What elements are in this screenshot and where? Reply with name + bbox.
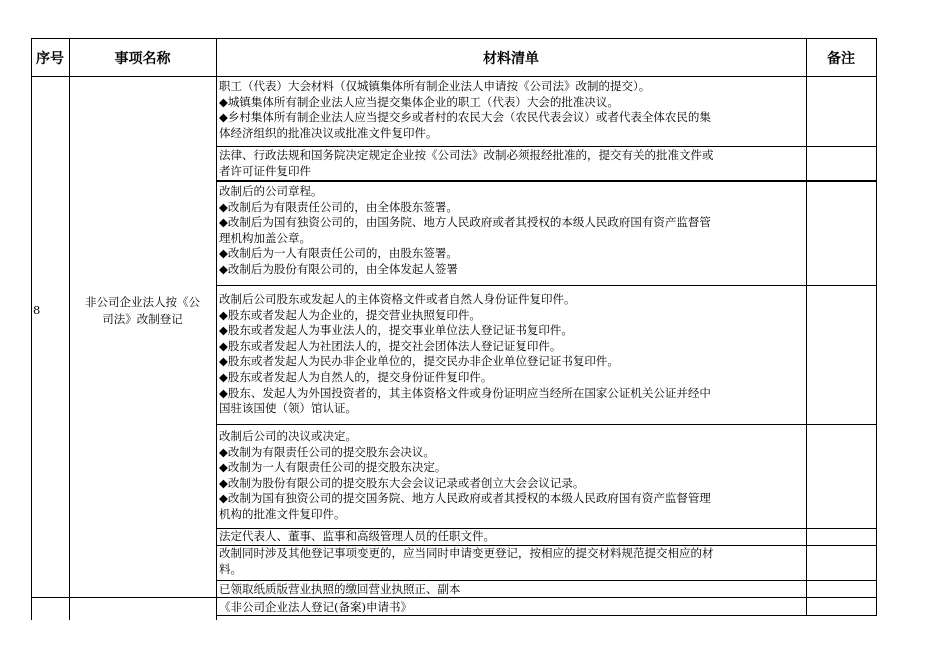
material-cell-articles <box>219 184 711 278</box>
grid-line <box>31 597 877 598</box>
text-line: 已领取纸质版营业执照的缴回营业执照正、副本 <box>219 582 461 596</box>
text-line: 职工（代表）大会材料（仅城镇集体所有制企业法人申请按《公司法》改制的提交）。 <box>219 79 651 93</box>
header-item-name: 事项名称 <box>114 51 171 67</box>
text-line: 法定代表人、董事、监事和高级管理人员的任职文件。 <box>219 529 495 543</box>
text-line: ◆改制为有限责任公司的提交股东会决议。 <box>219 444 435 459</box>
material-cell-resolution <box>219 429 711 523</box>
header-remark: 备注 <box>827 51 855 67</box>
text-line: ◆城镇集体所有制企业法人应当提交集体企业的职工（代表）大会的批准决议。 <box>219 94 619 109</box>
grid-line <box>69 38 70 620</box>
grid-line <box>216 38 217 620</box>
text-line: ◆股东或者发起人为企业的，提交营业执照复印件。 <box>219 307 481 322</box>
grid-line <box>216 285 877 286</box>
item-name <box>69 294 216 328</box>
text-line: ◆改制为股份有限公司的提交股东大会会议记录或者创立大会会议记录。 <box>219 475 585 490</box>
grid-line <box>216 528 877 529</box>
text-line: ◆乡村集体所有制企业法人应当提交乡或者村的农民大会（农民代表会议）或者代表全体农民的集 <box>219 110 711 125</box>
material-cell-other-changes <box>219 546 714 577</box>
grid-line <box>31 38 32 620</box>
text-line: ◆股东或者发起人为社团法人的，提交社会团体法人登记证复印件。 <box>219 338 562 353</box>
text-line: ◆股东或者发起人为事业法人的，提交事业单位法人登记证书复印件。 <box>219 323 573 338</box>
text-line: 机构的批准文件复印件。 <box>219 506 346 521</box>
text-line: 者许可证件复印件 <box>219 163 311 178</box>
grid-line <box>31 38 877 39</box>
text-line: ◆改制后为有限责任公司的，由全体股东签署。 <box>219 199 458 214</box>
item-name-line: 非公司企业法人按《公 <box>85 295 200 309</box>
text-line: 改制同时涉及其他登记事项变更的，应当同时申请变更登记，按相应的提交材料规范提交相应的材 <box>219 546 714 560</box>
material-cell-worker-congress <box>219 79 711 141</box>
text-line: 体经济组织的批准决议或批准文件复印件。 <box>219 125 438 140</box>
material-cell-shareholder-qualification <box>219 292 711 417</box>
grid-line <box>216 615 877 616</box>
grid-line <box>31 76 877 77</box>
text-line: ◆改制为一人有限责任公司的提交股东决定。 <box>219 460 447 475</box>
text-line: ◆股东、发起人为外国投资者的，其主体资格文件或身份证明应当经所在国家公证机关公证并经中 <box>219 385 711 400</box>
grid-line <box>216 146 877 147</box>
grid-line <box>216 180 877 182</box>
text-line: ◆改制后为股份有限公司的，由全体发起人签署 <box>219 261 458 276</box>
text-line: ◆股东或者发起人为民办非企业单位的，提交民办非企业单位登记证书复印件。 <box>219 354 619 369</box>
material-cell-appointment <box>219 529 495 545</box>
text-line: 法律、行政法规和国务院决定规定企业按《公司法》改制必须报经批准的，提交有关的批准文件或 <box>219 148 714 162</box>
text-line: 改制后公司股东或发起人的主体资格文件或者自然人身份证件复印件。 <box>219 292 576 306</box>
text-line: 改制后的公司章程。 <box>219 184 323 198</box>
grid-line <box>216 580 877 581</box>
grid-line <box>216 424 877 425</box>
text-line: 《非公司企业法人登记(备案)申请书》 <box>219 600 412 614</box>
material-cell-approval-docs <box>219 148 714 179</box>
item-name-line: 司法》改制登记 <box>102 312 183 326</box>
header-number: 序号 <box>36 51 64 67</box>
text-line: 料。 <box>219 561 242 576</box>
header-materials: 材料清单 <box>483 51 539 67</box>
grid-line <box>876 38 877 616</box>
text-line: ◆股东或者发起人为自然人的，提交身份证件复印件。 <box>219 369 493 384</box>
item-number: 8 <box>33 303 41 317</box>
text-line: 改制后公司的决议或决定。 <box>219 429 357 443</box>
text-line: 理机构加盖公章。 <box>219 230 311 245</box>
text-line: ◆改制为国有独资公司的提交国务院、地方人民政府或者其授权的本级人民政府国有资产监督管理 <box>219 491 711 506</box>
material-cell-license-return <box>219 582 461 598</box>
text-line: ◆改制后为国有独资公司的，由国务院、地方人民政府或者其授权的本级人民政府国有资产监督管 <box>219 215 711 230</box>
text-line: ◆改制后为一人有限责任公司的，由股东签署。 <box>219 246 458 261</box>
grid-line <box>216 545 877 546</box>
text-line: 国驻该国使（领）馆认证。 <box>219 401 357 416</box>
material-cell-application-form <box>219 600 412 616</box>
grid-line <box>806 38 807 616</box>
